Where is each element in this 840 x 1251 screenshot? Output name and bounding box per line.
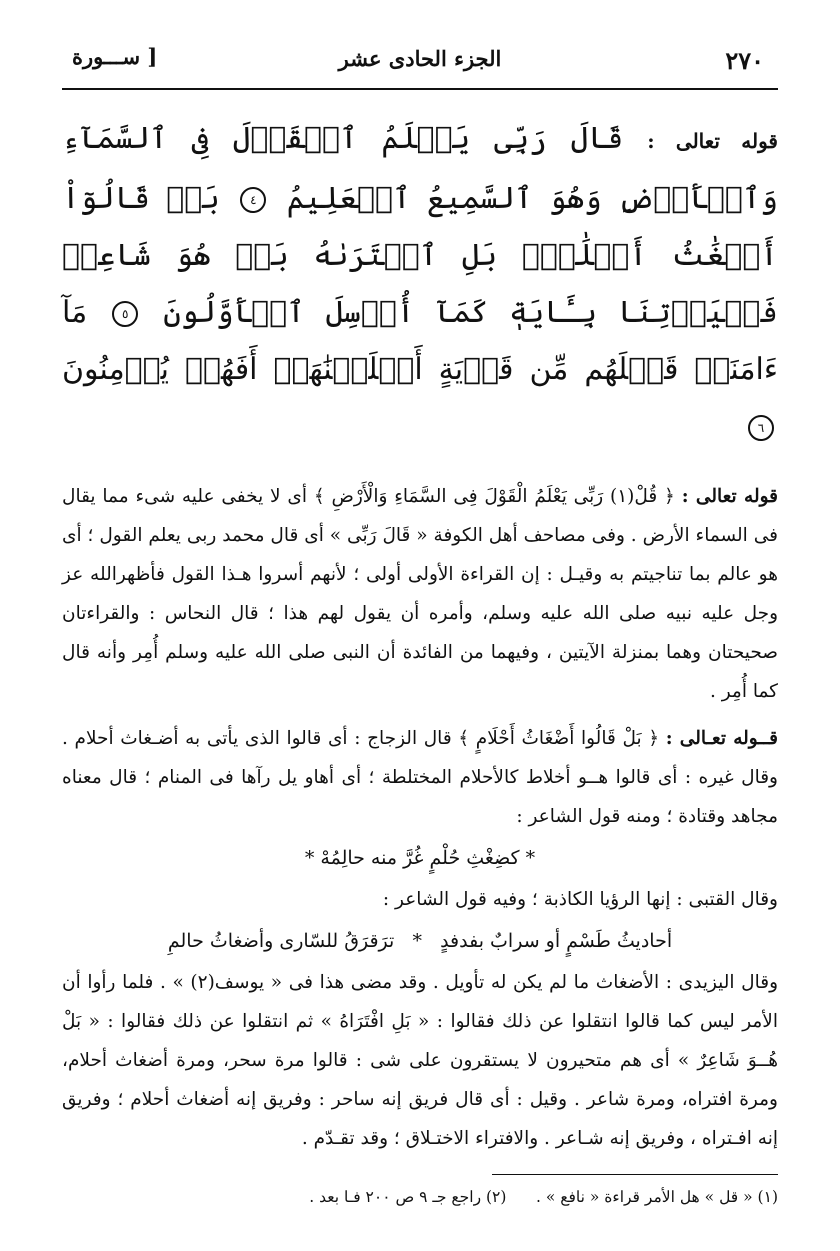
footnotes bbox=[62, 1185, 778, 1209]
page-number: ٢٧٠ bbox=[725, 46, 764, 75]
quran-verses bbox=[62, 110, 778, 455]
paragraph-lead-2: قــوله تعـالى : bbox=[665, 728, 778, 749]
part-title: الجزء الحادى عشر bbox=[338, 46, 502, 71]
commentary-paragraph-1 bbox=[62, 477, 778, 711]
ayah-number-4: ٤ bbox=[240, 187, 266, 213]
footnote-2: (٢) راجع جـ ٩ ص ٢٠٠ فـا بعد . bbox=[309, 1188, 507, 1206]
commentary-paragraph-3: وقال القتبى : إنها الرؤيا الكاذبة ؛ وفيه قول الشاعر : bbox=[382, 889, 778, 910]
paragraph-text-1: ﴿ قُلْ(١) رَبِّى يَعْلَمُ الْقَوْلَ فِى السَّمَاءِ وَالْأَرْضِ ﴾ أى لا يخفى عليه شىء مما يقال فى السماء الأرض . وفى مصاحف أهل الكوفة « قَالَ رَبِّى » أى قال محمد ربى يعلم القول ؛ أى هو عالم بما تناجيتم به وقيـل : إن القراءة الأولى أولى ؛ لأنهم أسروا هـذا القول فأظهرالله عز وجل عليه نبيه صلى الله عليه وسلم، وأمره أن يقول لهم هذا ؛ قال النحاس : والقراءتان صحيحتان وهما بمنزلة الآيتين ، وفيهما من الفائدة أن النبى صلى الله عليه وسلم أُمِر وأنه قال كما أُمِر . bbox=[62, 486, 778, 702]
page-header bbox=[62, 40, 778, 84]
paragraph-text-2: ﴿ بَلْ قَالُوا أَضْغَاثُ أَحْلَامٍ ﴾ قال الزجاج : أى قالوا الذى يأتى به أضـغاث أحلام . وقال غيره : أى قالوا هــو أخلاط كالأحلام المختلطة ؛ أى أهاو يل رآها فى المنام ؛ قال معناه مجاهد وقتادة ؛ ومنه قول الشاعر : bbox=[62, 728, 778, 827]
footnote-1: (١) « قل » هل الأمر قراءة « نافع » . bbox=[535, 1188, 778, 1206]
verse-text-2: بَلۡ قَالُوٓاْ أَضۡغَٰثُ أَحۡلَٰمِۭ بَلِ ٱفۡتَرَىٰهُ بَلۡ هُوَ شَاعِرٞ فَلۡيَأۡتِنَا بِـَٔايَةٖ كَمَآ أُرۡسِلَ ٱلۡأَوَّلُونَ bbox=[62, 181, 779, 330]
footnote-divider bbox=[492, 1174, 778, 1175]
quran-lead: قوله تعالى : bbox=[647, 129, 778, 153]
poetry-verse-2 bbox=[62, 919, 778, 963]
verse-2-star: * bbox=[412, 930, 422, 952]
surah-label: [ ســـورة bbox=[72, 44, 158, 69]
ayah-number-5: ٥ bbox=[112, 301, 138, 327]
header-rule bbox=[62, 88, 778, 90]
verse-text-1: قَالَ رَبِّى يَعۡلَمُ ٱلۡقَوۡلَ فِى ٱلسَّمَآءِ وَٱلۡأَرۡضِ وَهُوَ ٱلسَّمِيعُ ٱلۡعَلِيمُ bbox=[62, 121, 778, 216]
poetry-verse-1: * كضِغْثِ حُلْمٍ غُرَّ منه حالِمُهْ * bbox=[304, 847, 536, 869]
verse-2-first-hemistich: أحاديثُ طَسْمٍ أو سرابٌ بفدفدٍ bbox=[440, 930, 673, 952]
ayah-number-6: ٦ bbox=[748, 415, 774, 441]
verse-2-second-hemistich: ترَقرَقُ للسّارى وأضغاثُ حالمِ bbox=[167, 930, 395, 952]
paragraph-lead-1: قوله تعالى : bbox=[681, 486, 778, 507]
verse-text-3: مَآ ءَامَنَتۡ قَبۡلَهُم مِّن قَرۡيَةٍ أَهۡلَكۡنَٰهَآۖ أَفَهُمۡ يُؤۡمِنُونَ bbox=[62, 295, 778, 387]
commentary-paragraph-4: وقال اليزيدى : الأضغاث ما لم يكن له تأويل . وقد مضى هذا فى « يوسف(٢) » . فلما رأوا أن الأمر ليس كما قالوا انتقلوا عن ذلك فقالوا : « بَلِ افْتَرَاهُ » ثم انتقلوا عن ذلك فقالوا : « بَلْ هُــوَ شَاعِرٌ » أى هم متحيرون لا يستقرون على شى : قالوا مرة سحر، ومرة أضغاث أحلام، ومرة افتراه، ومرة شاعر . وقيل : أى قال فريق إنه ساحر : وفريق إنه أضغاث أحلام ؛ وفريق إنه افـتراه ، وفريق إنه شـاعر . والافتراء الاختـلاق ؛ وقد تقـدّم . bbox=[62, 972, 779, 1149]
commentary-paragraph-2 bbox=[62, 719, 778, 836]
